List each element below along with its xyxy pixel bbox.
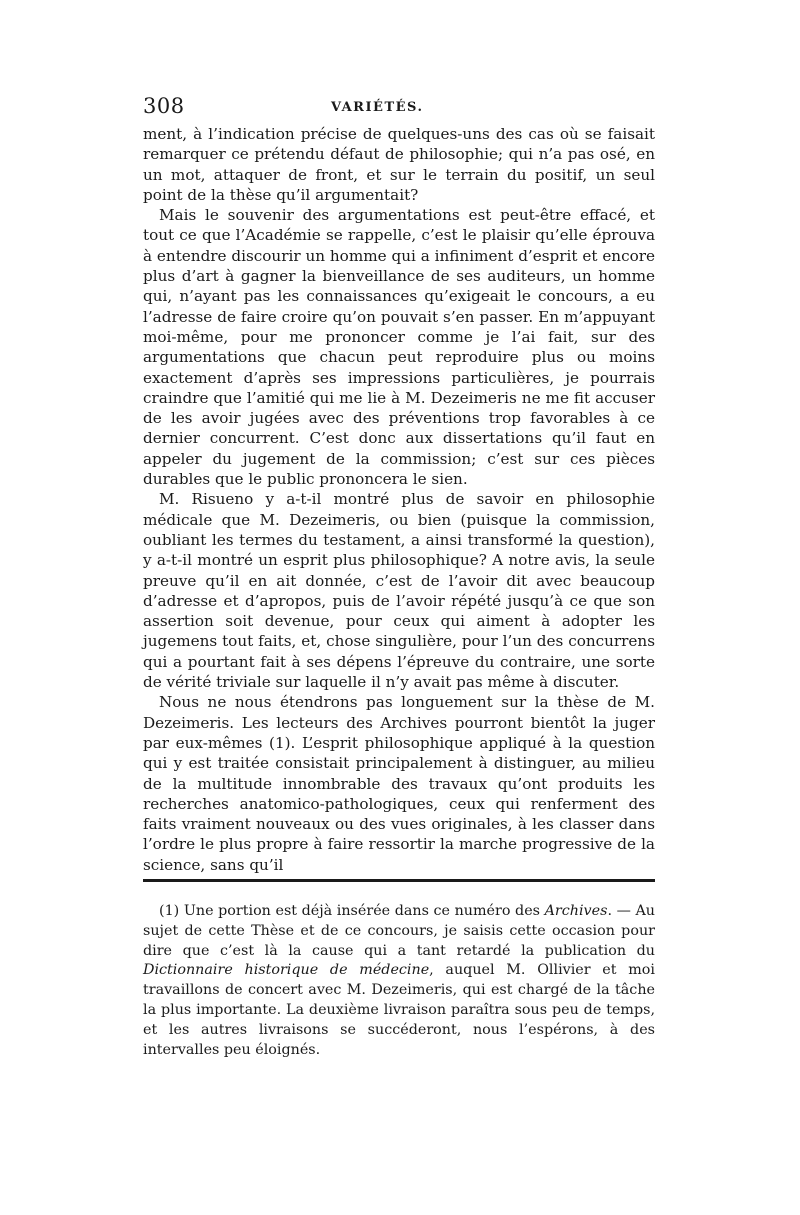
footnote: [143, 902, 655, 1060]
footnote-middle: . — Au sujet de cette Thèse et de ce concours, je saisis cette occasion pour dire que c’est là la cause qui a tant retardé la publication du: [143, 902, 655, 959]
paragraph-argumentations: Mais le souvenir des argumentations est peut-être effacé, et tout ce que l’Académie se rappelle, c’est le plaisir qu’elle éprouva à entendre discourir un homme qui a infiniment d’esprit et encore plus d’art à gagner la bienveillance de ses auditeurs, un homme qui, n’ayant pas les connaissances qu’exigeait le concours, a eu l’adresse de faire croire qu’on pouvait s’en passer. En m’appuyant moi-même, pour me prononcer comme je l’ai fait, sur des argumentations que chacun peut reproduire plus ou moins exactement d’après ses impressions particulières, je pourrais craindre que l’amitié qui me lie à M. Dezeimeris ne me fit accuser de les avoir jugées avec des préventions trop favorables à ce dernier concurrent. C’est donc aux dissertations qu’il faut en appeler du jugement de la commission; c’est sur ces pièces durables que le public prononcera le sien.: [143, 206, 655, 489]
paragraph-continued: ment, à l’indication précise de quelques-uns des cas où se faisait remarquer ce prétendu défaut de philosophie; qui n’a pas osé, en un mot, attaquer de front, et sur le terrain du positif, un seul point de la thèse qu’il argumentait?: [143, 125, 655, 204]
footnote-dictionary-title: Dictionnaire historique de médecine: [143, 962, 430, 979]
body-text: [143, 124, 655, 875]
paragraph-risueno: M. Risueno y a-t-il montré plus de savoir en philosophie médicale que M. Dezeimeris, ou bien (puisque la commission, oubliant les termes du testament, a ainsi transformé la question), y a-t-il montré un esprit plus philosophique? A notre avis, la seule preuve qu’il en ait donnée, c’est de l’avoir dit avec beaucoup d’adresse et d’apropos, puis de l’avoir répété jusqu’à ce que son assertion soit devenue, pour ceux qui aiment à adopter les jugemens tout faits, et, chose singulière, pour l’un des concurrens qui a pourtant fait à ses dépens l’épreuve du contraire, une sorte de vérité triviale sur laquelle il n’y avait pas même à discuter.: [143, 490, 655, 692]
footnote-archives: Archives: [544, 902, 608, 919]
paragraph-these-dezeimeris: Nous ne nous étendrons pas longuement sur la thèse de M. Dezeimeris. Les lecteurs des Archives pourront bientôt la juger par eux-mêmes (1). L’esprit philosophique appliqué à la question qui y est traitée consistait principalement à distinguer, au milieu de la multitude innombrable des travaux qu’ont produits les recherches anatomico-pathologiques, ceux qui renferment des faits vraiment nouveaux ou des vues originales, à les classer dans l’ordre le plus propre à faire ressortir la marche progressive de la science, sans qu’il: [143, 693, 655, 874]
running-title: VARIÉTÉS.: [331, 100, 424, 115]
page-number: 308: [143, 94, 185, 118]
running-head: [143, 94, 655, 124]
footnote-tail: , auquel M. Ollivier et moi travaillons de concert avec M. Dezeimeris, qui est chargé de la tâche la plus importante. La deuxième livraison paraîtra sous peu de temps, et les autres livraisons se succéderont, nous l’espérons, à des intervalles peu éloignés.: [143, 962, 655, 1058]
page: [143, 94, 655, 1060]
footnote-lead: (1) Une portion est déjà insérée dans ce numéro des: [159, 902, 545, 919]
footnote-rule: [143, 879, 655, 882]
